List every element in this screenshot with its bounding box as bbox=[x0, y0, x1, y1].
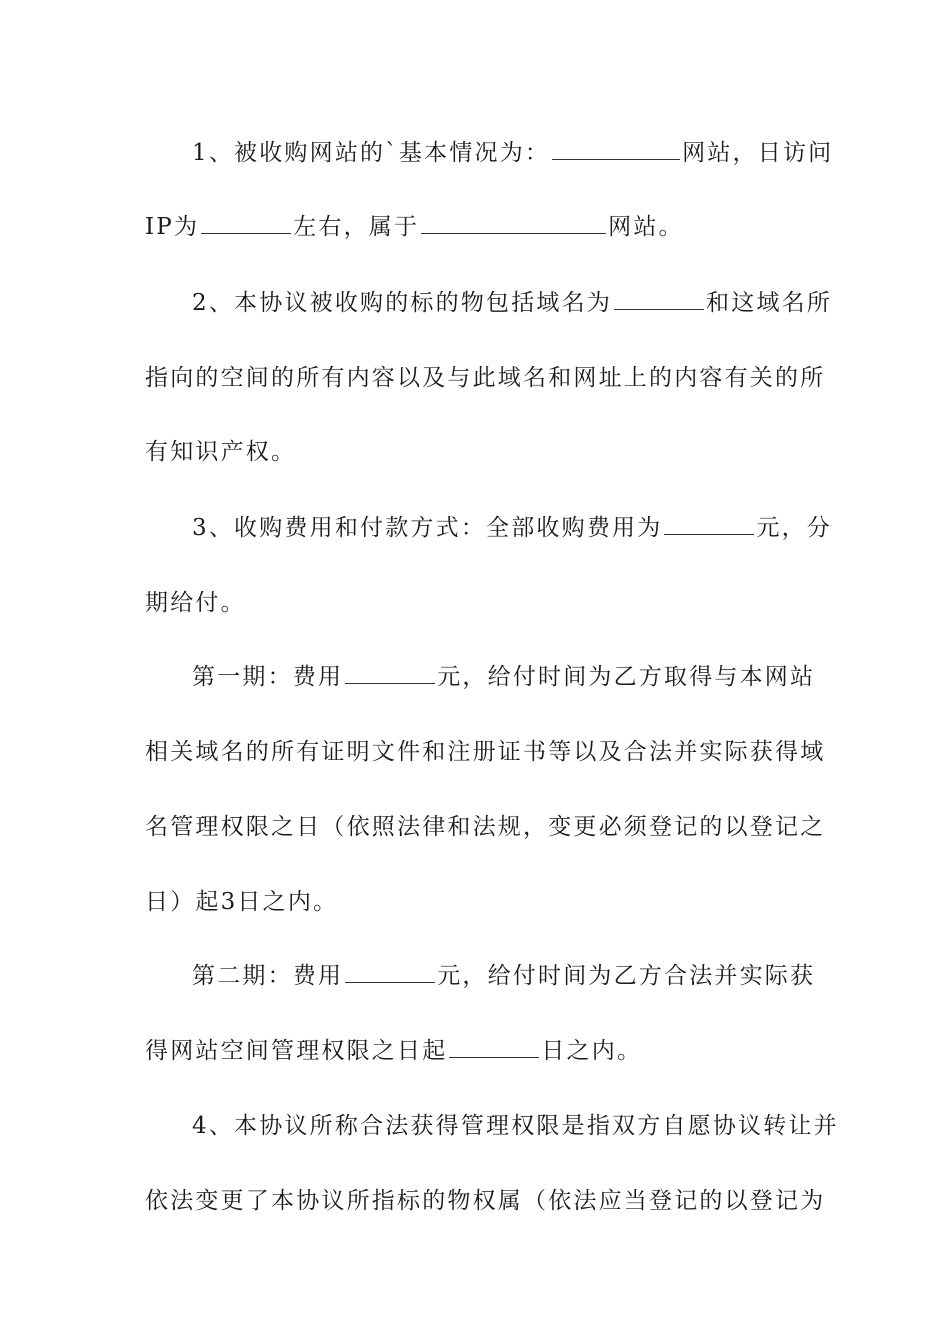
text-segment: IP为 bbox=[145, 214, 200, 240]
text-segment: 左右，属于 bbox=[293, 214, 420, 240]
text-segment: 指向的空间的所有内容以及与此域名和网址上的内容有关的所 bbox=[145, 365, 826, 391]
installment-1-line-1 bbox=[192, 657, 816, 697]
text-segment: 元，给付时间为乙方取得与本网站 bbox=[437, 664, 816, 690]
text-segment: 期给付。 bbox=[145, 590, 246, 616]
blank-field-daily-ip[interactable] bbox=[201, 211, 291, 234]
text-segment: 依法变更了本协议所指标的物权属（依法应当登记的以登记为 bbox=[145, 1188, 826, 1214]
clause-3-line-2 bbox=[145, 583, 810, 623]
text-segment: 名管理权限之日（依照法律和法规，变更必须登记的以登记之 bbox=[145, 814, 826, 840]
clause-1-line-1 bbox=[192, 133, 834, 173]
clause-2-line-3 bbox=[145, 432, 810, 472]
text-segment: 和这域名所 bbox=[706, 290, 833, 316]
text-segment: 2、本协议被收购的标的物包括域名为 bbox=[192, 290, 613, 316]
blank-field-total-fee[interactable] bbox=[664, 512, 754, 535]
text-segment: 相关域名的所有证明文件和注册证书等以及合法并实际获得域 bbox=[145, 739, 826, 765]
text-segment: 元，给付时间为乙方合法并实际获 bbox=[437, 963, 816, 989]
installment-2-line-1 bbox=[192, 956, 816, 996]
text-segment: 4、本协议所称合法获得管理权限是指双方自愿协议转让并 bbox=[192, 1113, 839, 1139]
text-segment: 日之内。 bbox=[541, 1038, 643, 1064]
blank-field-website-type[interactable] bbox=[421, 211, 606, 234]
clause-2-line-2 bbox=[145, 358, 826, 398]
clause-4-line-2 bbox=[145, 1181, 826, 1221]
blank-field-installment-2-days[interactable] bbox=[449, 1035, 539, 1058]
text-segment: 元，分 bbox=[756, 515, 833, 541]
blank-field-website-name[interactable] bbox=[552, 137, 680, 160]
text-segment: 第二期：费用 bbox=[192, 963, 344, 989]
blank-field-installment-2-fee[interactable] bbox=[345, 960, 435, 983]
installment-2-line-2 bbox=[145, 1031, 810, 1071]
text-segment: 网站。 bbox=[608, 214, 684, 240]
text-segment: 1、被收购网站的`基本情况为： bbox=[192, 140, 551, 166]
installment-1-line-4 bbox=[145, 882, 810, 922]
clause-4-line-1 bbox=[192, 1106, 839, 1146]
blank-field-installment-1-fee[interactable] bbox=[345, 661, 435, 684]
text-segment: 3、收购费用和付款方式：全部收购费用为 bbox=[192, 515, 663, 541]
text-segment: 网站，日访问 bbox=[682, 140, 834, 166]
clause-1-line-2 bbox=[145, 207, 810, 247]
blank-field-domain-name[interactable] bbox=[614, 287, 704, 310]
installment-1-line-3 bbox=[145, 807, 826, 847]
installment-1-line-2 bbox=[145, 732, 826, 772]
clause-3-line-1 bbox=[192, 508, 833, 548]
text-segment: 第一期：费用 bbox=[192, 664, 344, 690]
text-segment: 有知识产权。 bbox=[145, 439, 297, 465]
text-segment: 日）起3日之内。 bbox=[145, 889, 339, 915]
text-segment: 得网站空间管理权限之日起 bbox=[145, 1038, 448, 1064]
clause-2-line-1 bbox=[192, 283, 833, 323]
